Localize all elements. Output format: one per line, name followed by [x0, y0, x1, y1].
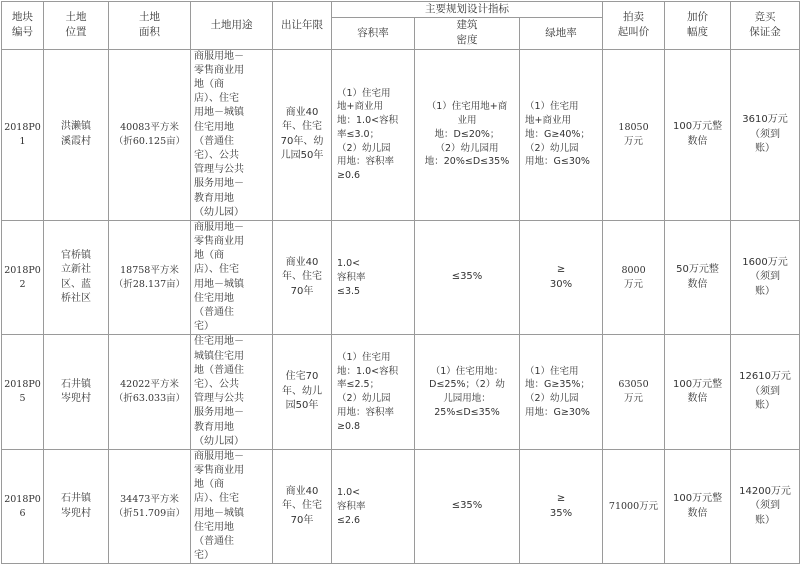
green-cell: （1）住宅用 地+商业用 地：G≥40%； （2）幼儿园 用地：G≤30%: [520, 49, 603, 220]
term-cell: 商业40 年、住宅 70年: [273, 449, 332, 564]
location-cell: 石井镇 岑兜村: [44, 449, 109, 564]
table-row: [2, 449, 800, 564]
header-start-price: 拍卖 起叫价: [603, 2, 665, 50]
header-indicators: 主要规划设计指标: [332, 2, 603, 18]
table-row: [2, 49, 800, 220]
green-cell: ≥ 30%: [520, 220, 603, 335]
density-cell: ≤35%: [415, 220, 520, 335]
increment-cell: 100万元整 数倍: [665, 335, 731, 450]
density-cell: ≤35%: [415, 449, 520, 564]
term-cell: 住宅70 年、幼儿 园50年: [273, 335, 332, 450]
table-row: [2, 220, 800, 335]
header-location: 土地 位置: [44, 2, 109, 50]
green-cell: ≥ 35%: [520, 449, 603, 564]
land-auction-table: [1, 1, 800, 564]
area-cell: 40083平方米 （折60.125亩）: [109, 49, 191, 220]
header-deposit: 竞买 保证金: [731, 2, 800, 50]
increment-cell: 100万元整 数倍: [665, 49, 731, 220]
far-cell: （1）住宅用 地：1.0<容积 率≤2.5； （2）幼儿园 用地：容积率 ≥0.8: [332, 335, 415, 450]
lot-no-cell: 2018P01: [2, 49, 44, 220]
density-cell: （1）住宅用地+商 业用 地：D≤20%； （2）幼儿园用 地：20%≤D≤35%: [415, 49, 520, 220]
far-cell: 1.0< 容积率 ≤3.5: [332, 220, 415, 335]
header-far: 容积率: [332, 18, 415, 49]
start-price-cell: 71000万元: [603, 449, 665, 564]
term-cell: 商业40 年、住宅 70年、幼 儿园50年: [273, 49, 332, 220]
header-term: 出让年限: [273, 2, 332, 50]
header-density: 建筑 密度: [415, 18, 520, 49]
lot-no-cell: 2018P06: [2, 449, 44, 564]
header-use: 土地用途: [191, 2, 273, 50]
location-cell: 官桥镇 立新社 区、蓝 桥社区: [44, 220, 109, 335]
start-price-cell: 18050 万元: [603, 49, 665, 220]
use-cell: 商服用地－ 零售商业用 地（商 店）、住宅 用地－城镇 住宅用地 （普通住 宅）、公共 管理与公共 服务用地－ 教育用地 （幼儿园）: [191, 49, 273, 220]
start-price-cell: 8000 万元: [603, 220, 665, 335]
use-cell: 住宅用地－ 城镇住宅用 地（普通住 宅）、公共 管理与公共 服务用地－ 教育用地 （幼儿园）: [191, 335, 273, 450]
density-cell: （1）住宅用地： D≤25%；（2）幼 儿园用地： 25%≤D≤35%: [415, 335, 520, 450]
deposit-cell: 12610万元 （须到 账）: [731, 335, 800, 450]
deposit-cell: 3610万元 （须到 账）: [731, 49, 800, 220]
area-cell: 34473平方米 （折51.709亩）: [109, 449, 191, 564]
use-cell: 商服用地－ 零售商业用 地（商 店）、住宅 用地－城镇 住宅用地 （普通住 宅）: [191, 220, 273, 335]
term-cell: 商业40 年、住宅 70年: [273, 220, 332, 335]
start-price-cell: 63050 万元: [603, 335, 665, 450]
header-lot-no: 地块 编号: [2, 2, 44, 50]
far-cell: （1）住宅用 地+商业用 地：1.0<容积 率≤3.0； （2）幼儿园 用地：容积率 ≥0.6: [332, 49, 415, 220]
header-area: 土地 面积: [109, 2, 191, 50]
deposit-cell: 1600万元 （须到 账）: [731, 220, 800, 335]
area-cell: 18758平方米 （折28.137亩）: [109, 220, 191, 335]
deposit-cell: 14200万元 （须到 账）: [731, 449, 800, 564]
header-row-1: [2, 2, 800, 18]
header-increment: 加价 幅度: [665, 2, 731, 50]
lot-no-cell: 2018P05: [2, 335, 44, 450]
location-cell: 洪濑镇 溪霞村: [44, 49, 109, 220]
use-cell: 商服用地－ 零售商业用 地（商 店）、住宅 用地－城镇 住宅用地 （普通住 宅）: [191, 449, 273, 564]
table-row: [2, 335, 800, 450]
header-green: 绿地率: [520, 18, 603, 49]
location-cell: 石井镇 岑兜村: [44, 335, 109, 450]
increment-cell: 50万元整 数倍: [665, 220, 731, 335]
lot-no-cell: 2018P02: [2, 220, 44, 335]
green-cell: （1）住宅用 地：G≥35%； （2）幼儿园 用地：G≥30%: [520, 335, 603, 450]
increment-cell: 100万元整 数倍: [665, 449, 731, 564]
far-cell: 1.0< 容积率 ≤2.6: [332, 449, 415, 564]
area-cell: 42022平方米 （折63.033亩）: [109, 335, 191, 450]
